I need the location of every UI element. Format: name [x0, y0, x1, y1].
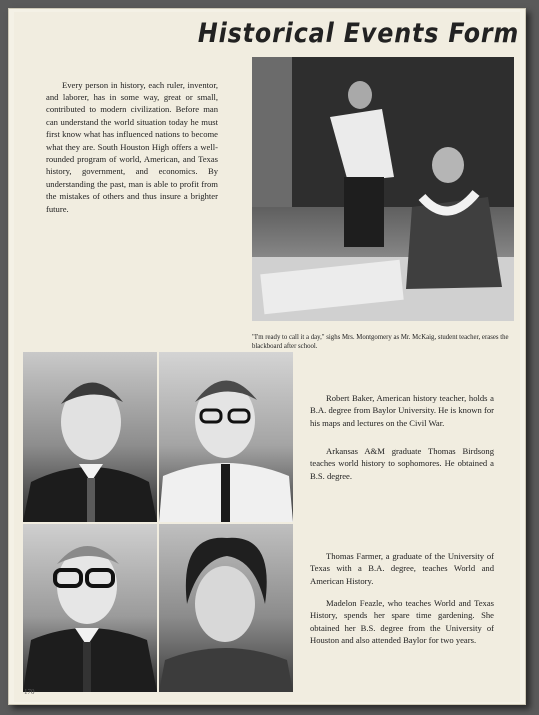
portrait-robert-baker: [23, 352, 157, 522]
bio-thomas-farmer: Thomas Farmer, a graduate of the University of Texas with a B.A. degree, teaches World and American History.: [310, 551, 494, 586]
bio-madelon-feazle: Madelon Feazle, who teaches World and Texas History, spends her spare time gardening. She obtained her B.S. degree from the University of Houston and also attended Baylor for two years.: [310, 598, 494, 646]
portrait-thomas-farmer: [23, 524, 157, 692]
page-number: 170: [24, 688, 35, 696]
photo-caption: "I'm ready to call it a day," sighs Mrs. Montgomery as Mr. McKaig, student teacher, erases the blackboard after school.: [252, 333, 509, 350]
bio-thomas-birdsong: Arkansas A&M graduate Thomas Birdsong teaches world history to sophomores. He obtained a B.S. degree.: [310, 446, 494, 481]
portrait-thomas-birdsong: [159, 352, 293, 522]
bio-robert-baker: Robert Baker, American history teacher, holds a B.A. degree from Baylor University. He is known for his maps and lectures on the Civil War.: [310, 393, 494, 428]
page-title: Historical Events Form: [197, 18, 519, 49]
portrait-madelon-feazle: [159, 524, 293, 692]
intro-paragraph: Every person in history, each ruler, inventor, and laborer, has in some way, great or small, contributed to modern civilization. Before man can understand the world situation today he must first know what has influenced nations to become what they are. South Houston High offers a well-rounded program of world, American, and Texas history, government, and economics. By understanding the past, man is able to profit from the mistakes of others and thus insure a brighter future.: [46, 79, 218, 214]
classroom-photo: [252, 57, 514, 321]
